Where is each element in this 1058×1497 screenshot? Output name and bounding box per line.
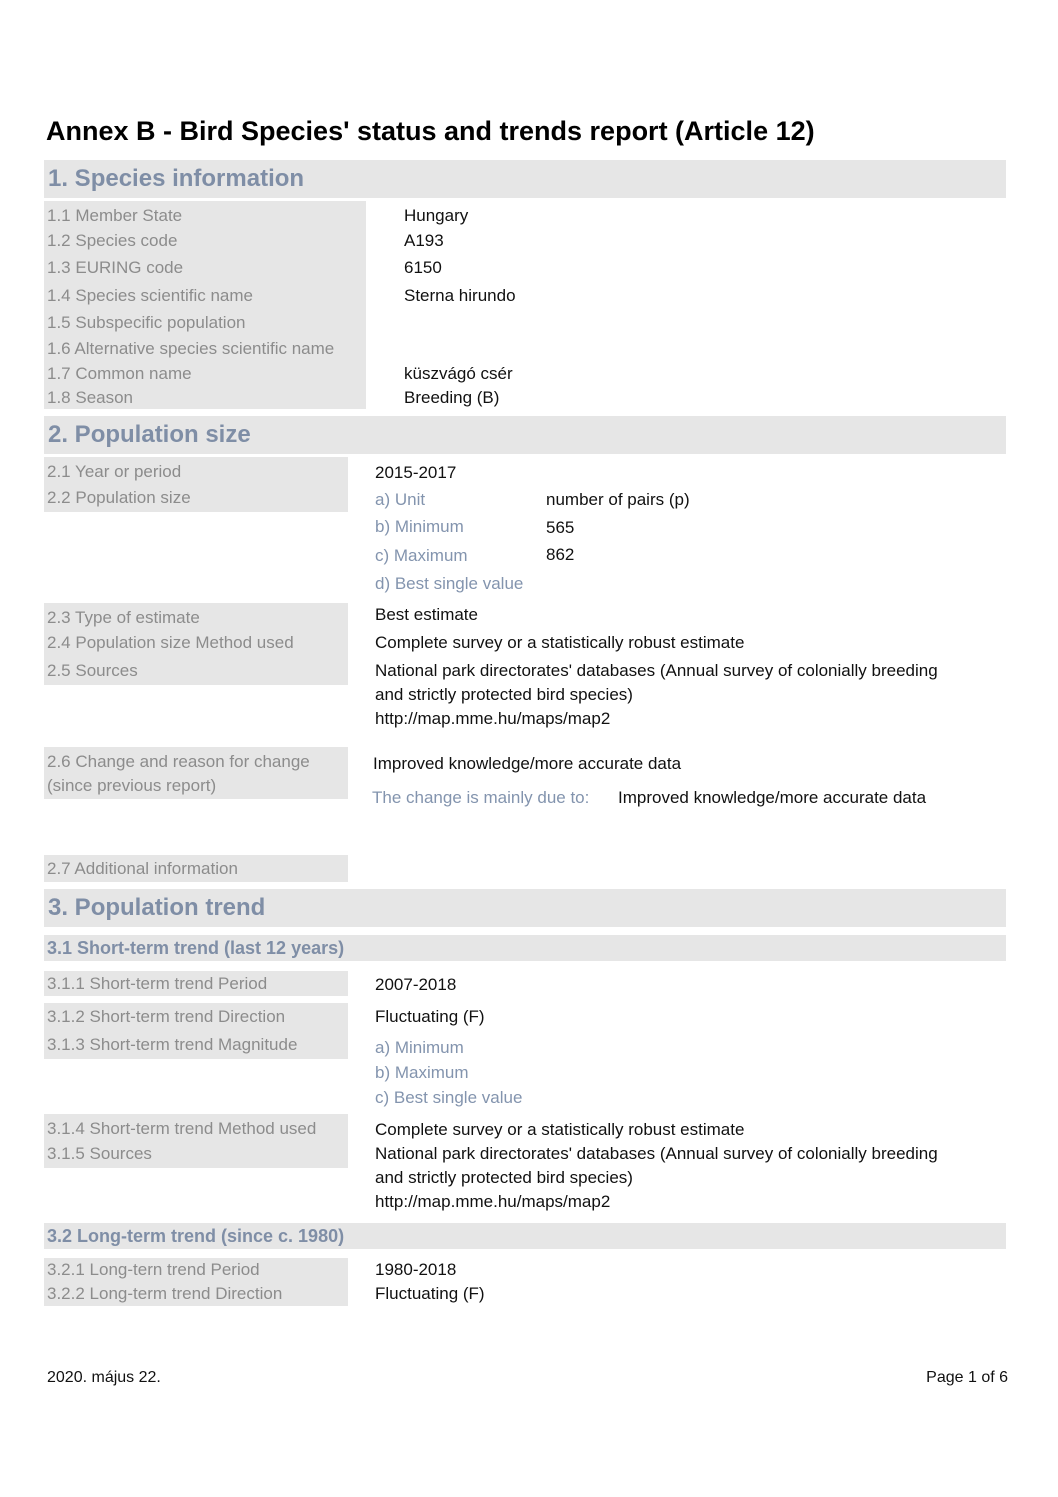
common-name-label: 1.7 Common name	[47, 364, 192, 383]
subspecific-population-label: 1.5 Subspecific population	[47, 313, 246, 332]
footer-page-number: Page 1 of 6	[926, 1369, 1008, 1386]
st-direction-label: 3.1.2 Short-term trend Direction	[47, 1007, 286, 1026]
species-code-label: 1.2 Species code	[47, 231, 178, 250]
unit-label: a) Unit	[375, 490, 426, 509]
year-period-label: 2.1 Year or period	[47, 462, 182, 481]
minimum-label: b) Minimum	[375, 517, 464, 536]
scientific-name-value: Sterna hirundo	[404, 286, 516, 305]
change-label-line-2: (since previous report)	[47, 776, 217, 795]
section-2-header	[44, 416, 1006, 454]
st-sources-label: 3.1.5 Sources	[47, 1144, 152, 1163]
st-best-value-label: c) Best single value	[375, 1088, 523, 1107]
member-state-label: 1.1 Member State	[47, 206, 183, 225]
page-title: Annex B - Bird Species' status and trends report (Article 12)	[46, 116, 815, 146]
euring-code-label: 1.3 EURING code	[47, 258, 184, 277]
common-name-value: küszvágó csér	[404, 364, 513, 383]
change-label-line-1: 2.6 Change and reason for change	[47, 752, 310, 771]
sources-line-1: National park directorates' databases (Annual survey of colonially breeding	[375, 661, 938, 680]
lt-direction-value: Fluctuating (F)	[375, 1284, 485, 1303]
section-1-header	[44, 160, 1006, 198]
season-label: 1.8 Season	[47, 388, 134, 407]
change-value: Improved knowledge/more accurate data	[373, 754, 682, 773]
st-method-value: Complete survey or a statistically robust estimate	[375, 1120, 745, 1139]
change-due-value: Improved knowledge/more accurate data	[618, 788, 927, 807]
st-maximum-label: b) Maximum	[375, 1063, 469, 1082]
section-3-header	[44, 889, 1006, 927]
additional-info-label: 2.7 Additional information	[47, 859, 238, 878]
type-of-estimate-label: 2.3 Type of estimate	[47, 608, 200, 627]
section-3-heading: 3. Population trend	[48, 894, 266, 921]
species-code-value: A193	[404, 231, 444, 250]
scientific-name-label: 1.4 Species scientific name	[47, 286, 253, 305]
lt-period-label: 3.2.1 Long-tern trend Period	[47, 1260, 260, 1279]
method-used-value: Complete survey or a statistically robust estimate	[375, 633, 745, 652]
lt-direction-label: 3.2.2 Long-term trend Direction	[47, 1284, 283, 1303]
short-term-subheader	[44, 935, 1006, 961]
season-value: Breeding (B)	[404, 388, 500, 407]
type-of-estimate-value: Best estimate	[375, 605, 478, 624]
short-term-heading: 3.1 Short-term trend (last 12 years)	[47, 938, 345, 958]
sources-line-3: http://map.mme.hu/maps/map2	[375, 709, 611, 728]
best-value-label: d) Best single value	[375, 574, 524, 593]
minimum-value: 565	[546, 518, 575, 537]
lt-period-value: 1980-2018	[375, 1260, 457, 1279]
st-magnitude-label: 3.1.3 Short-term trend Magnitude	[47, 1035, 298, 1054]
maximum-value: 862	[546, 545, 575, 564]
member-state-value: Hungary	[404, 206, 469, 225]
st-period-value: 2007-2018	[375, 975, 457, 994]
long-term-subheader	[44, 1223, 1006, 1249]
st-sources-line-3: http://map.mme.hu/maps/map2	[375, 1192, 611, 1211]
st-sources-line-2: and strictly protected bird species)	[375, 1168, 633, 1187]
footer-date: 2020. május 22.	[47, 1369, 161, 1386]
sources-line-2: and strictly protected bird species)	[375, 685, 633, 704]
maximum-label: c) Maximum	[375, 546, 468, 565]
section-1-heading: 1. Species information	[48, 165, 305, 192]
method-used-label: 2.4 Population size Method used	[47, 633, 294, 652]
population-size-label: 2.2 Population size	[47, 488, 191, 507]
change-due-label: The change is mainly due to:	[372, 788, 590, 807]
alternative-name-label: 1.6 Alternative species scientific name	[47, 339, 335, 358]
sources-label: 2.5 Sources	[47, 661, 138, 680]
st-sources-line-1: National park directorates' databases (Annual survey of colonially breeding	[375, 1144, 938, 1163]
long-term-heading: 3.2 Long-term trend (since c. 1980)	[47, 1226, 345, 1246]
st-minimum-label: a) Minimum	[375, 1038, 464, 1057]
st-period-label: 3.1.1 Short-term trend Period	[47, 974, 268, 993]
year-period-value: 2015-2017	[375, 463, 457, 482]
euring-code-value: 6150	[404, 258, 442, 277]
st-direction-value: Fluctuating (F)	[375, 1007, 485, 1026]
unit-value: number of pairs (p)	[546, 490, 690, 509]
section-2-heading: 2. Population size	[48, 421, 251, 448]
st-method-label: 3.1.4 Short-term trend Method used	[47, 1119, 317, 1138]
